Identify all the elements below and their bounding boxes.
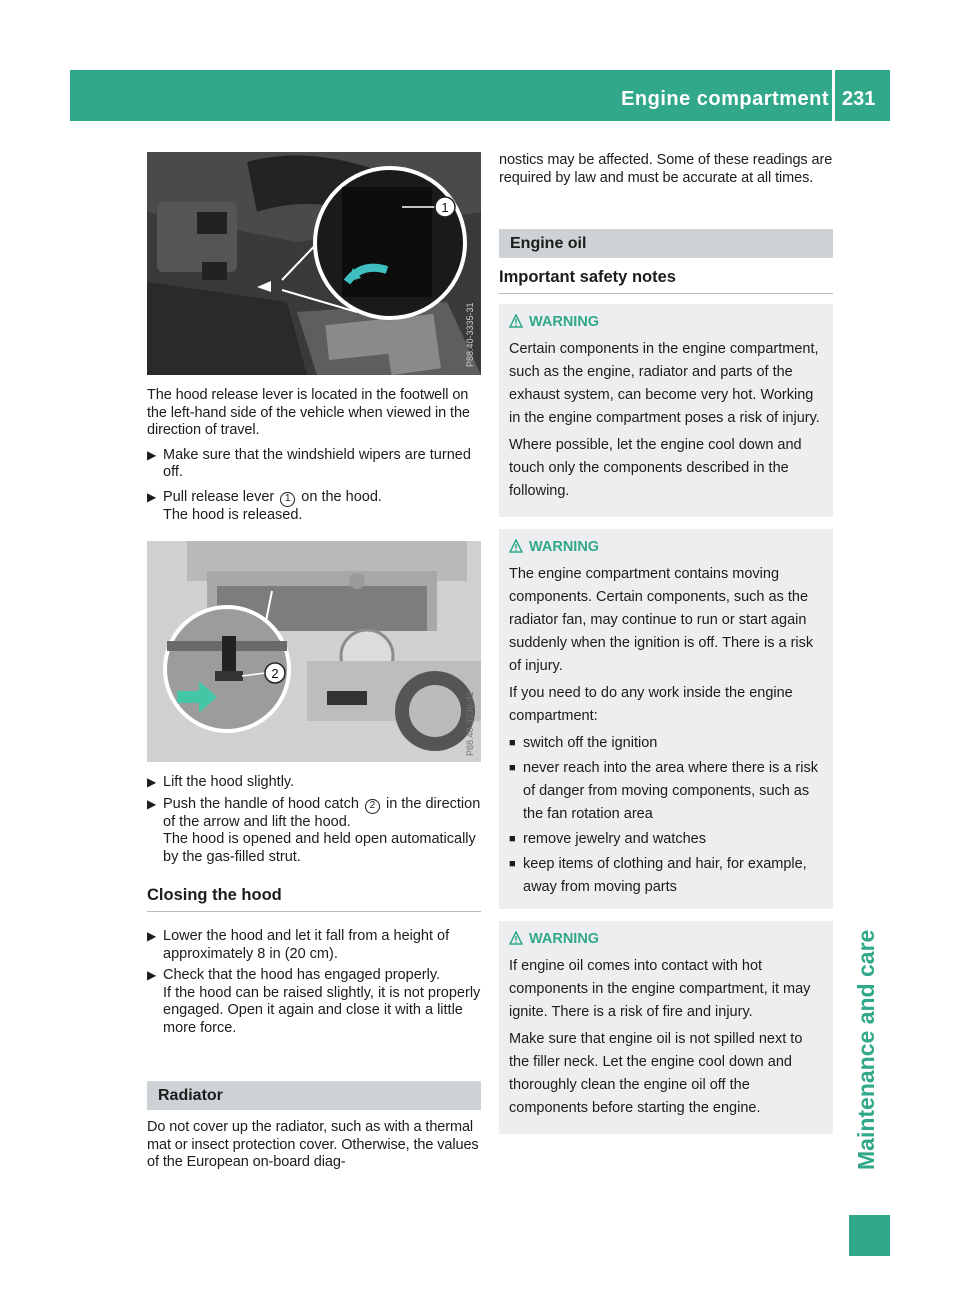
lever-location-text: The hood release lever is located in the footwell on the left-hand side of the vehicle when viewed in the direction of travel. <box>147 387 470 438</box>
step-arrow-icon: ▶ <box>147 968 157 982</box>
footwell-illustration <box>147 152 481 375</box>
step-lift-hood: ▶ Lift the hood slightly. <box>147 774 295 790</box>
warning-box-hot-components <box>499 304 833 517</box>
step-result: The hood is released. <box>163 506 303 523</box>
step-result: The hood is opened and held open automatically by the gas-filled strut. <box>163 831 476 865</box>
warning-heading: WARNING <box>509 313 823 331</box>
section-title: Engine compartment <box>621 88 829 110</box>
closing-the-hood-heading: Closing the hood <box>147 886 481 912</box>
step-pull-lever: ▶ Pull release lever 1 on the hood. The hood is released. <box>147 488 382 523</box>
step-arrow-icon: ▶ <box>147 929 157 943</box>
side-tab-label: Maintenance and care <box>853 929 879 1170</box>
left-column <box>147 152 481 1172</box>
bullet-icon: ■ <box>509 858 516 870</box>
warning-heading: WARNING <box>509 538 823 556</box>
warning-box-moving-components <box>499 529 833 909</box>
warning-text: If you need to do any work inside the engine compartment: <box>509 685 793 724</box>
engine-oil-section-heading: Engine oil <box>499 229 833 258</box>
callout-2-icon: 2 <box>365 799 380 814</box>
photo2-callout: 2 <box>271 666 279 681</box>
warning-triangle-icon <box>509 931 523 945</box>
callout-1-icon: 1 <box>280 492 295 507</box>
step-push-catch: ▶ Push the handle of hood catch 2 in the direction of the arrow and lift the hood. The hood is opened and held open automatically by the gas-filled strut. <box>147 795 481 865</box>
warning-triangle-icon <box>509 314 523 328</box>
hood-catch-photo <box>147 541 481 762</box>
warning-text: The engine compartment contains moving components. Certain components, such as the radiator fan, may continue to run or start again suddenly when the ignition is off. There is a risk of injury. <box>509 566 814 674</box>
radiator-text-continued: nostics may be affected. Some of these readings are required by law and must be accurate at all times. <box>499 152 833 186</box>
radiator-section-heading: Radiator <box>147 1081 481 1110</box>
side-tab-marker <box>849 1215 890 1256</box>
photo1-code: P88.40-3335-31 <box>465 302 475 367</box>
step-wipers-off: ▶ Make sure that the windshield wipers are turned off. <box>147 446 471 480</box>
warning-triangle-icon <box>509 539 523 553</box>
step-check-hood: ▶ Check that the hood has engaged properly. If the hood can be raised slightly, it is not properly engaged. Open it again and close it with a little more force. <box>147 967 481 1036</box>
list-item: ■ never reach into the area where there is a risk of danger from moving components, such as the fan rotation area <box>509 757 823 826</box>
important-safety-notes-heading: Important safety notes <box>499 268 833 294</box>
header-divider <box>832 70 835 121</box>
bullet-icon: ■ <box>509 737 516 749</box>
photo1-callout: 1 <box>441 200 449 215</box>
step-arrow-icon: ▶ <box>147 775 157 789</box>
step-result: If the hood can be raised slightly, it is not properly engaged. Open it again and close it with a little more force. <box>163 984 481 1036</box>
page-number: 231 <box>842 88 876 110</box>
step-arrow-icon: ▶ <box>147 447 157 462</box>
bullet-icon: ■ <box>509 833 516 845</box>
list-item: ■ switch off the ignition <box>509 732 823 755</box>
warning-text: Certain components in the engine compartment, such as the engine, radiator and parts of the exhaust system, can become very hot. Working in the engine compartment poses a risk of injury. <box>509 341 820 426</box>
step-lower-hood: ▶ Lower the hood and let it fall from a height of approximately 8 in (20 cm). <box>147 928 450 962</box>
bullet-icon: ■ <box>509 762 516 774</box>
warning-text: Where possible, let the engine cool down and touch only the components described in the following. <box>509 437 802 499</box>
step-arrow-icon: ▶ <box>147 489 157 504</box>
warning-box-engine-oil-fire <box>499 921 833 1134</box>
right-column <box>499 152 833 1134</box>
hood-catch-illustration <box>147 541 481 762</box>
step-arrow-icon: ▶ <box>147 796 157 811</box>
radiator-text: Do not cover up the radiator, such as with a thermal mat or insect protection cover. Otherwise, the values of the European on-board diag- <box>147 1119 479 1170</box>
warning-heading: WARNING <box>509 930 823 948</box>
list-item: ■ keep items of clothing and hair, for example, away from moving parts <box>509 853 823 899</box>
warning-text: If engine oil comes into contact with hot components in the engine compartment, it may ignite. There is a risk of fire and injury. <box>509 958 811 1020</box>
photo2-code: P88.40-3336-31 <box>465 691 475 756</box>
list-item: ■ remove jewelry and watches <box>509 828 823 851</box>
hood-release-lever-photo <box>147 152 481 375</box>
warning-text: Make sure that engine oil is not spilled next to the filler neck. Let the engine cool down and thoroughly clean the engine oil off the components before starting the engine. <box>509 1031 803 1116</box>
side-tab <box>853 929 893 1210</box>
